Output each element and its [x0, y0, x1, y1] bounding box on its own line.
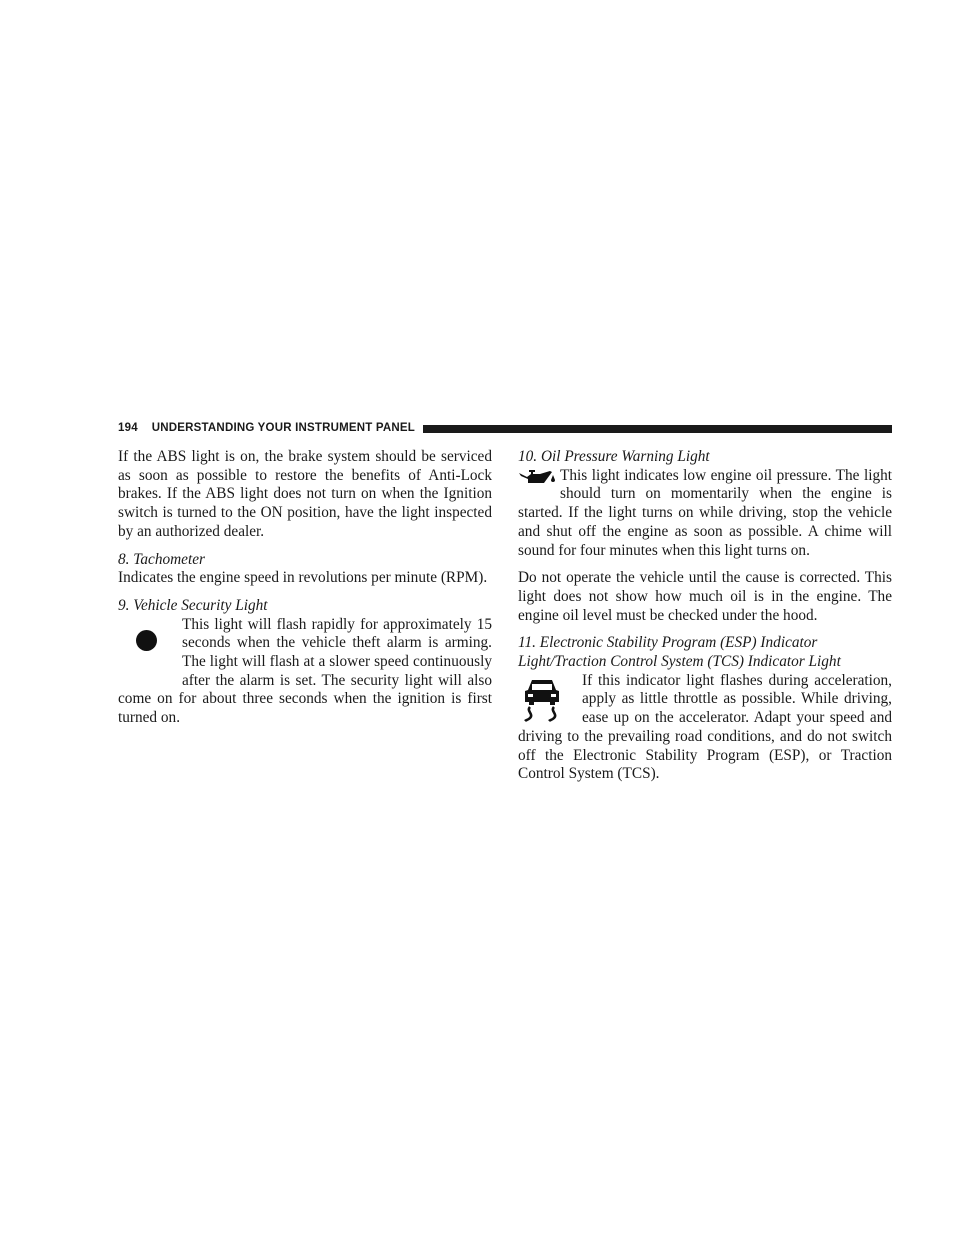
page-header: [118, 420, 892, 436]
security-heading: 9. Vehicle Security Light: [118, 596, 268, 614]
oil-can-svg: [518, 468, 558, 488]
oil-text: This light indicates low engine oil pressure. The light should turn on momentarily when the engine is started. If the light turns on while driving, stop the vehicle and shut off the engine as soon as possible. A chime will sound for four minutes when this light turns on.: [518, 466, 892, 559]
vehicle-security-icon: [118, 616, 182, 676]
right-column: [518, 448, 892, 793]
skidding-car-svg: [518, 674, 570, 724]
oil-can-icon: [518, 468, 560, 488]
left-column: [118, 448, 492, 737]
abs-paragraph: If the ABS light is on, the brake system should be serviced as soon as possible to restore the benefits of Anti-Lock brakes. If the ABS light does not turn on when the Ignition switch is turned to the ON position, have the light inspected by an authorized dealer.: [118, 448, 492, 540]
esp-text: If this indicator light flashes during acceleration, apply as little throttle as possible. While driving, ease up on the accelerator. Adapt your speed and driving to the prevailing road conditions, and do not switch off the Electronic Stability Program (ESP), or Traction Control System (TCS).: [518, 671, 892, 783]
oil-heading: 10. Oil Pressure Warning Light: [518, 448, 710, 465]
tachometer-text: Indicates the engine speed in revolutions per minute (RPM).: [118, 569, 488, 587]
security-text: This light will flash rapidly for approximately 15 seconds when the vehicle theft alarm is arming. The light will flash at a slower speed continuously after the alarm is set. The security light will also come on for about three seconds when the ignition is first turned on.: [118, 615, 492, 727]
section-title: UNDERSTANDING YOUR INSTRUMENT PANEL: [151, 422, 415, 434]
page-number: 194: [118, 422, 138, 434]
security-dot: [136, 630, 157, 651]
skidding-car-icon: [518, 674, 582, 726]
tachometer-heading: 8. Tachometer: [118, 550, 205, 568]
oil-note: Do not operate the vehicle until the cause is corrected. This light does not show how much oil is in the engine. The engine oil level must be checked under the hood.: [518, 569, 892, 624]
header-rule: [423, 425, 892, 433]
esp-heading: 11. Electronic Stability Program (ESP) Indicator Light/Traction Control System (TCS) Indicator Light: [518, 634, 841, 671]
